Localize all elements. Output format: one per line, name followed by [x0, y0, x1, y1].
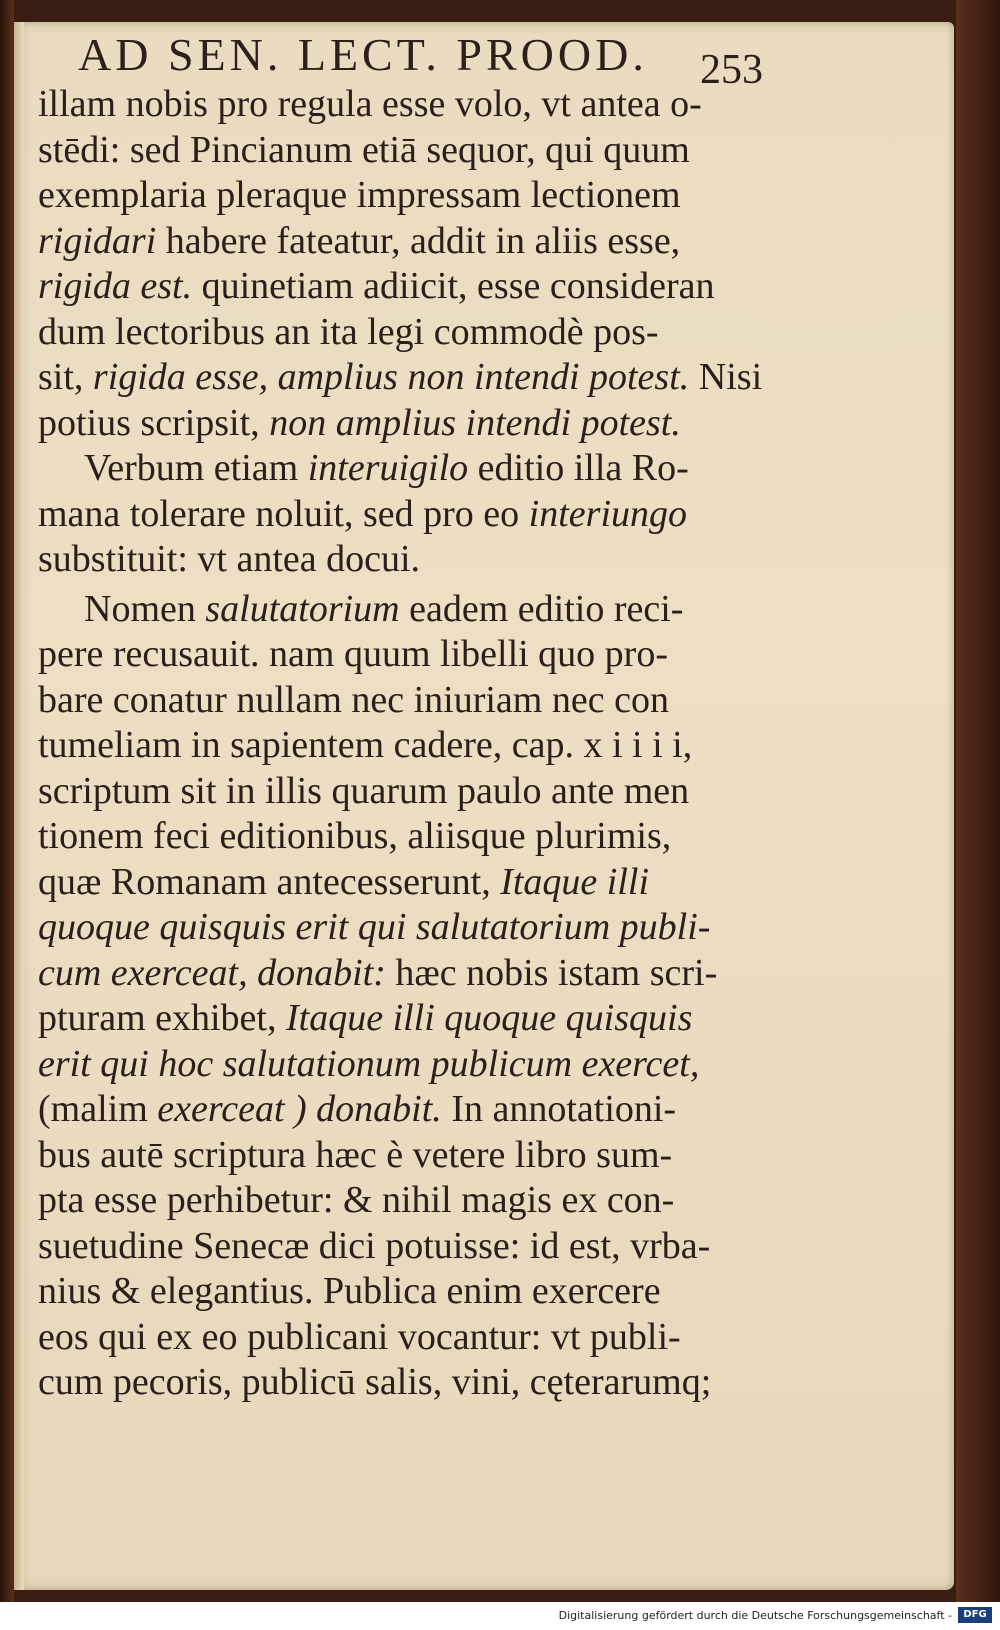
text-line: cum pecoris, publicū salis, vini, cęterarumq;: [38, 1361, 712, 1403]
text-line: cum exerceat, donabit: hæc nobis istam scri-: [38, 951, 718, 994]
text-line: pturam exhibet, Itaque illi quoque quisquis: [38, 997, 693, 1039]
text-line: stēdi: sed Pincianum etiā sequor, qui quum: [38, 128, 690, 171]
text-line: Nomen salutatorium eadem editio reci-: [84, 587, 684, 630]
text-line: (malim exerceat ) donabit. In annotationi-: [38, 1088, 677, 1130]
text-line: nius & elegantius. Publica enim exercere: [38, 1270, 661, 1312]
scan-left-edge: [0, 0, 14, 1602]
page-gutter: [14, 22, 24, 1590]
scan-right-edge: [956, 0, 1000, 1602]
text-line: potius scripsit, non amplius intendi potest.: [38, 401, 681, 444]
text-line: dum lectoribus an ita legi commodè pos-: [38, 310, 659, 353]
dfg-logo: DFG: [958, 1607, 992, 1623]
text-line: rigida est. quinetiam adiicit, esse consideran: [38, 265, 715, 307]
text-line: quæ Romanam antecesserunt, Itaque illi: [38, 860, 650, 903]
text-line: suetudine Senecæ dici potuisse: id est, vrba-: [38, 1224, 711, 1267]
text-line: quoque quisquis erit qui salutatorium publi-: [38, 906, 711, 948]
text-line: rigidari habere fateatur, addit in aliis esse,: [38, 219, 681, 262]
text-line: bus autē scriptura hæc è vetere libro sum-: [38, 1133, 673, 1176]
text-line: exemplaria pleraque impressam lectionem: [38, 174, 681, 216]
text-line: bare conatur nullam nec iniuriam nec con: [38, 678, 669, 721]
text-line: pta esse perhibetur: & nihil magis ex con-: [38, 1179, 675, 1221]
page-number: 253: [700, 47, 763, 93]
text-line: erit qui hoc salutationum publicum exercet,: [38, 1042, 700, 1085]
text-line: sit, rigida esse, amplius non intendi potest. Nisi: [38, 356, 763, 398]
text-line: tionem feci editionibus, aliisque plurimis,: [38, 815, 672, 857]
text-line: tumeliam in sapientem cadere, cap. x i i i i,: [38, 724, 693, 766]
text-line: illam nobis pro regula esse volo, vt antea o-: [38, 83, 702, 125]
text-line: substituit: vt antea docui.: [38, 538, 421, 580]
text-line: eos qui ex eo publicani vocantur: vt publi-: [38, 1315, 681, 1358]
footer-credit: Digitalisierung gefördert durch die Deutsche Forschungsgemeinschaft -: [558, 1609, 952, 1622]
running-head: AD SEN. LECT. PROOD.: [78, 29, 648, 80]
text-line: mana tolerare noluit, sed pro eo interiungo: [38, 492, 687, 535]
text-line: pere recusauit. nam quum libelli quo pro-: [38, 633, 668, 675]
text-line: scriptum sit in illis quarum paulo ante men: [38, 769, 690, 812]
body-text: [38, 82, 763, 1406]
text-line: Verbum etiam interuigilo editio illa Ro-: [84, 447, 689, 489]
